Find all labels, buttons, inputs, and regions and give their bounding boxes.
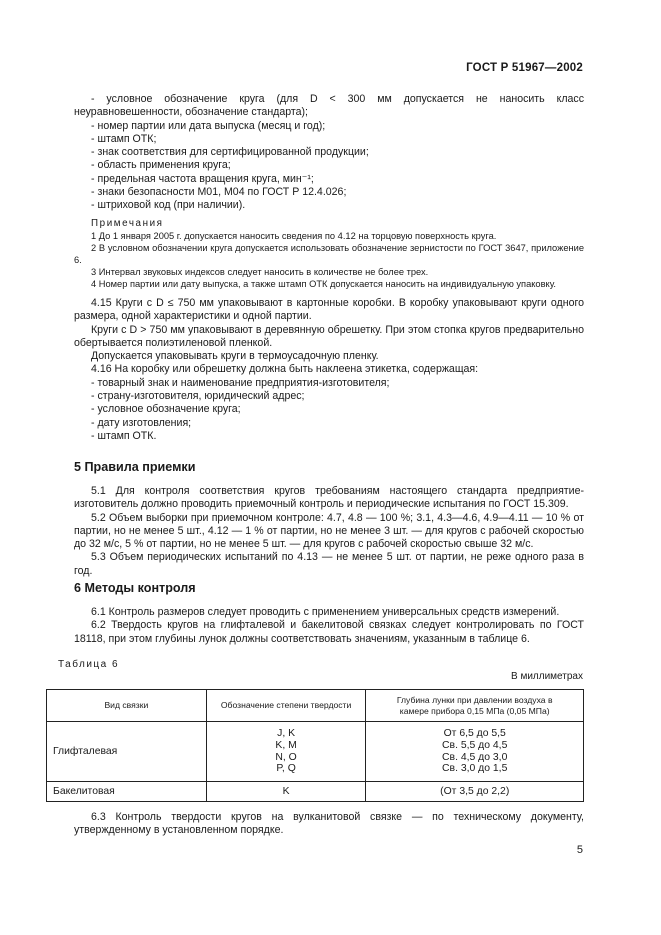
paragraph-5-3: 5.3 Объем периодических испытаний по 4.13 — не менее 5 шт. от партии, не реже одного раза в год. (74, 551, 584, 577)
list-item: - условное обозначение круга (для D < 300 мм допускается не наносить класс неуравновешенности, обозначение стандарта); (74, 93, 584, 119)
table-cell-depth (366, 722, 584, 782)
paragraph-5-2: 5.2 Объем выборки при приемочном контроле: 4.7, 4.8 — 100 %; 3.1, 4.3—4.6, 4.9—4.11 — 10 % от партии, но не менее 5 шт., 4.12 — 1 % от партии, но не менее 3 шт. — для кругов с рабочей скоростью до 32 м/с, 5 % от партии, но не менее 5 шт. — для кругов с рабочей скоростью свыше 32 м/с. (74, 511, 584, 551)
table-cell-depth (366, 782, 584, 802)
table-cell-bond: Бакелитовая (47, 782, 207, 802)
hardness-value: K, M (275, 739, 297, 751)
table-units: В миллиметрах (511, 671, 583, 682)
list-item: - предельная частота вращения круга, мин⁻¹; (91, 172, 314, 185)
table-cell-bond: Глифталевая (47, 722, 207, 782)
depth-value: (От 3,5 до 2,2) (440, 785, 510, 797)
depth-value: От 6,5 до 5,5 (443, 728, 506, 740)
hardness-value: K (282, 785, 290, 797)
list-item: - штриховой код (при наличии). (91, 199, 246, 212)
section-6-body (74, 606, 584, 646)
table-caption: Таблица 6 (58, 659, 120, 670)
list-item: - знаки безопасности М01, М04 по ГОСТ Р 12.4.026; (91, 186, 347, 199)
section-6-heading: 6 Методы контроля (74, 581, 196, 595)
paragraph-4-15-b: Круги с D > 750 мм упаковывают в деревянную обрешетку. При этом стопка кругов предварительно обертывается полиэтиленовой пленкой. (74, 323, 584, 349)
table-row (47, 722, 584, 782)
marking-list (74, 93, 584, 443)
section-5-heading: 5 Правила приемки (74, 460, 196, 474)
list-item: - знак соответствия для сертифицированной продукции; (91, 146, 369, 159)
hardness-table (46, 689, 584, 802)
paragraph-6-3: 6.3 Контроль твердости кругов на вулканитовой связке — по техническому документу, утвержденному в установленном порядке. (74, 811, 584, 837)
table-header-row (47, 690, 584, 722)
list-item: - область применения круга; (91, 159, 231, 172)
paragraph-6-2: 6.2 Твердость кругов на глифталевой и бакелитовой связках следует контролировать по ГОСТ 18118, при этом глубины лунок должны соответствовать значениям, указанным в таблице 6. (74, 619, 584, 645)
table-header-cell: Обозначение степени твердости (206, 690, 366, 722)
list-item: - штамп ОТК. (91, 429, 157, 442)
paragraph-5-1: 5.1 Для контроля соответствия кругов требованиям настоящего стандарта предприятие-изготовитель должно проводить приемочный контроль и периодические испытания по ГОСТ 15.309. (74, 485, 584, 511)
list-item: - товарный знак и наименование предприятия-изготовителя; (91, 376, 390, 389)
section-6-body-end (74, 811, 584, 838)
table-cell-hardness (206, 722, 366, 782)
list-item: - штамп ОТК; (91, 132, 157, 145)
table-row (47, 782, 584, 802)
paragraph-6-1: 6.1 Контроль размеров следует проводить с применением универсальных средств измерений. (91, 606, 560, 618)
note-item: 2 В условном обозначении круга допускается использовать обозначение зернистости по ГОСТ 3647, приложение 6. (74, 242, 584, 265)
depth-value: Св. 5,5 до 4,5 (442, 739, 508, 751)
table-header-cell: Вид связки (47, 690, 207, 722)
table-header-cell: Глубина лунки при давлении воздуха в камере прибора 0,15 МПа (0,05 МПа) (366, 690, 584, 722)
list-item: - номер партии или дата выпуска (месяц и год); (91, 119, 326, 132)
depth-value: Св. 3,0 до 1,5 (442, 763, 508, 775)
list-item: - страну-изготовителя, юридический адрес; (91, 390, 305, 403)
list-item: - дату изготовления; (91, 416, 192, 429)
document-header: ГОСТ Р 51967—2002 (466, 62, 583, 74)
note-item: 1 До 1 января 2005 г. допускается наносить сведения по 4.12 на торцовую поверхность круга. (91, 230, 497, 241)
note-item: 3 Интервал звуковых индексов следует наносить в количестве не более трех. (91, 266, 429, 277)
paragraph-4-15: 4.15 Круги с D ≤ 750 мм упаковывают в картонные коробки. В коробку упаковывают круги одного размера, одной характеристики и одной партии. (74, 296, 584, 323)
hardness-value: J, K (277, 728, 296, 740)
page-number: 5 (576, 844, 583, 856)
depth-value: Св. 4,5 до 3,0 (442, 751, 508, 763)
hardness-value: N, O (275, 751, 297, 763)
table-cell-hardness (206, 782, 366, 802)
paragraph-4-15-c: Допускается упаковывать круги в термоусадочную пленку. (91, 350, 379, 363)
paragraph-4-16: 4.16 На коробку или обрешетку должна быть наклеена этикетка, содержащая: (91, 363, 479, 376)
list-item: - условное обозначение круга; (91, 403, 241, 416)
section-5-body (74, 485, 584, 578)
note-item: 4 Номер партии или дату выпуска, а также штамп ОТК допускается наносить на индивидуальную упаковку. (91, 278, 557, 289)
hardness-value: P, Q (276, 763, 296, 775)
notes-title: Примечания (91, 217, 164, 229)
